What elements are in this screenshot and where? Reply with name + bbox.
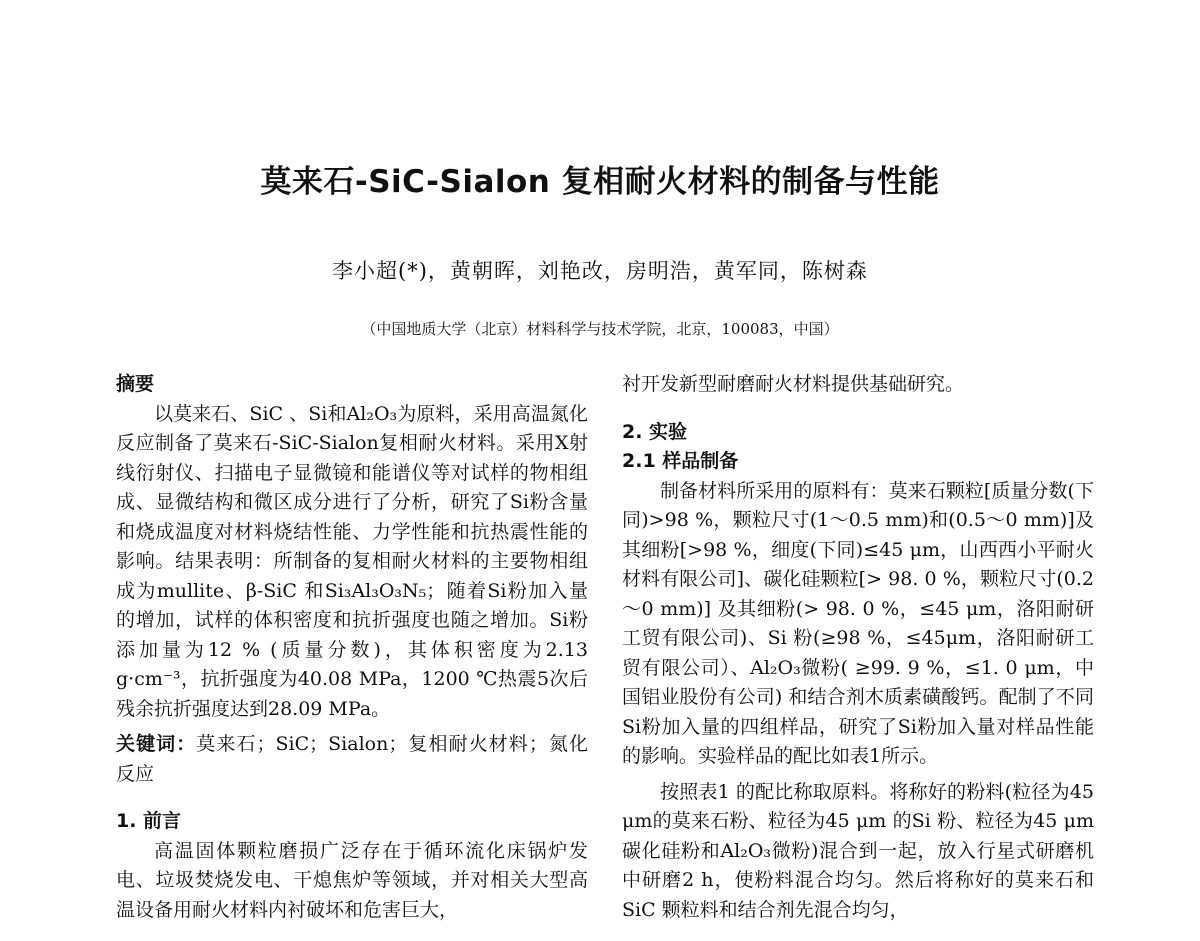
intro-continuation: 衬开发新型耐磨耐火材料提供基础研究。	[622, 373, 965, 395]
keywords-line	[116, 730, 588, 789]
intro-heading: 1. 前言	[116, 810, 182, 832]
left-column-content	[116, 370, 588, 941]
right-column-content	[622, 370, 1094, 941]
author-list: 李小超(*)，黄朝晖，刘艳改，房明浩，黄军同，陈树森	[332, 259, 868, 283]
keywords-label: 关键词：	[116, 733, 197, 755]
right-column	[622, 370, 1094, 941]
abstract-text: 以莫来石、SiC 、Si和Al₂O₃为原料，采用高温氮化反应制备了莫来石-SiC-Sialon复相耐火材料。采用X射线衍射仪、扫描电子显微镜和能谱仪等对试样的物相组成、显微结构和微区成分进行了分析，研究了Si粉含量和烧成温度对材料烧结性能、力学性能和抗热震性能的影响。结果表明：所制备的复相耐火材料的主要物相组成为mullite、β-SiC 和Si₃Al₃O₃N₅；随着Si粉加入量的增加，试样的体积密度和抗折强度也随之增加。Si粉添加量为12 % (质量分数)，其体积密度为2.13 g·cm⁻³，抗折强度为40.08 MPa，1200 ℃热震5次后残余抗折强度达到28.09 MPa。	[116, 402, 588, 720]
keywords-text: 莫来石；SiC；Sialon；复相耐火材料；氮化反应	[116, 733, 588, 785]
sample-prep-paragraph-2: 按照表1 的配比称取原料。将称好的粉料(粒径为45 μm的莫来石粉、粒径为45 μm 的Si 粉、粒径为45 μm 碳化硅粉和Al₂O₃微粉)混合到一起，放入行星式研磨机中研磨2 h，使粉料混合均匀。然后将称好的莫来石和SiC 颗粒料和结合剂先混合均匀，	[622, 780, 1094, 921]
intro-text: 高温固体颗粒磨损广泛存在于循环流化床锅炉发电、垃圾焚烧发电、干熄焦炉等领域，并对相关大型高温设备用耐火材料内衬破坏和危害巨大，	[116, 839, 588, 921]
sample-prep-paragraph-1: 制备材料所采用的原料有：莫来石颗粒[质量分数(下同)>98 %，颗粒尺寸(1～0.5 mm)和(0.5～0 mm)]及其细粉[>98 %，细度(下同)≤45 μm，山西西小平耐火材料有限公司]、碳化硅颗粒[> 98. 0 %，颗粒尺寸(0.2～0 mm)] 及其细粉(> 98. 0 %，≤45 μm，洛阳耐研工贸有限公司)、Si 粉(≥98 %，≤45μm，洛阳耐研工贸有限公司）、Al₂O₃微粉( ≥99. 9 %，≤1. 0 μm，中国铝业股份有公司) 和结合剂木质素磺酸钙。配制了不同Si粉加入量的四组样品，研究了Si粉加入量对样品性能的影响。实验样品的配比如表1所示。	[622, 479, 1094, 767]
section-2-heading: 2. 实验	[622, 420, 688, 443]
left-column	[116, 370, 588, 941]
section-2-1-heading: 2.1 样品制备	[622, 450, 739, 472]
paper-title: 莫来石-SiC-Sialon 复相耐火材料的制备与性能	[260, 164, 940, 200]
abstract-heading: 摘要	[116, 373, 155, 395]
affiliation: （中国地质大学（北京）材料科学与技术学院，北京，100083，中国）	[361, 320, 839, 338]
